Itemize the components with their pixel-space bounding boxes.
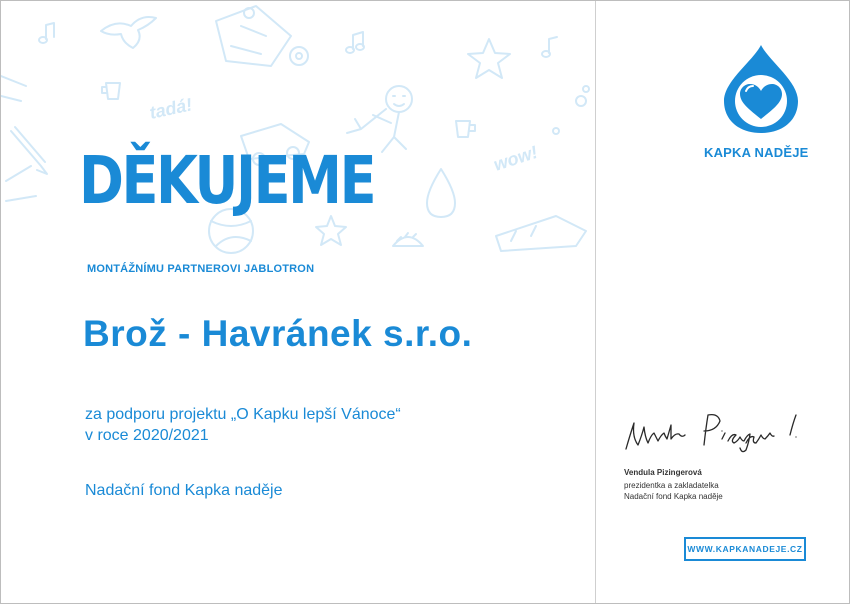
doodle-pattern-icon [1,1,595,271]
headline-dekujeme: DĚKUJEME [79,142,375,219]
support-line-project: za podporu projektu „O Kapku lepší Vánoce“ [85,406,401,423]
support-line-year: v roce 2020/2021 [85,427,209,444]
doodle-word-wow: wow! [491,141,541,175]
logo-wordmark: KAPKA NADĚJE [704,145,809,160]
kapka-nadeje-drop-heart-logo-icon [720,43,802,135]
company-name: Brož - Havránek s.r.o. [83,313,473,354]
support-statement [85,404,401,446]
signer-role-organization: Nadační fond Kapka naděje [624,492,723,501]
signer-name: Vendula Pizingerová [624,468,702,477]
foundation-name: Nadační fond Kapka naděje [85,482,283,499]
certificate-side-panel [596,1,849,603]
handwritten-signature-icon [618,409,818,461]
website-link[interactable]: WWW.KAPKANADEJE.CZ [684,537,806,561]
certificate-main-panel [1,1,596,603]
signer-role-title: prezidentka a zakladatelka [624,481,719,490]
partner-subtitle: MONTÁŽNÍMU PARTNEROVI JABLOTRON [87,263,315,275]
doodle-word-tada: tadá! [147,94,194,123]
signer-role [624,480,723,502]
